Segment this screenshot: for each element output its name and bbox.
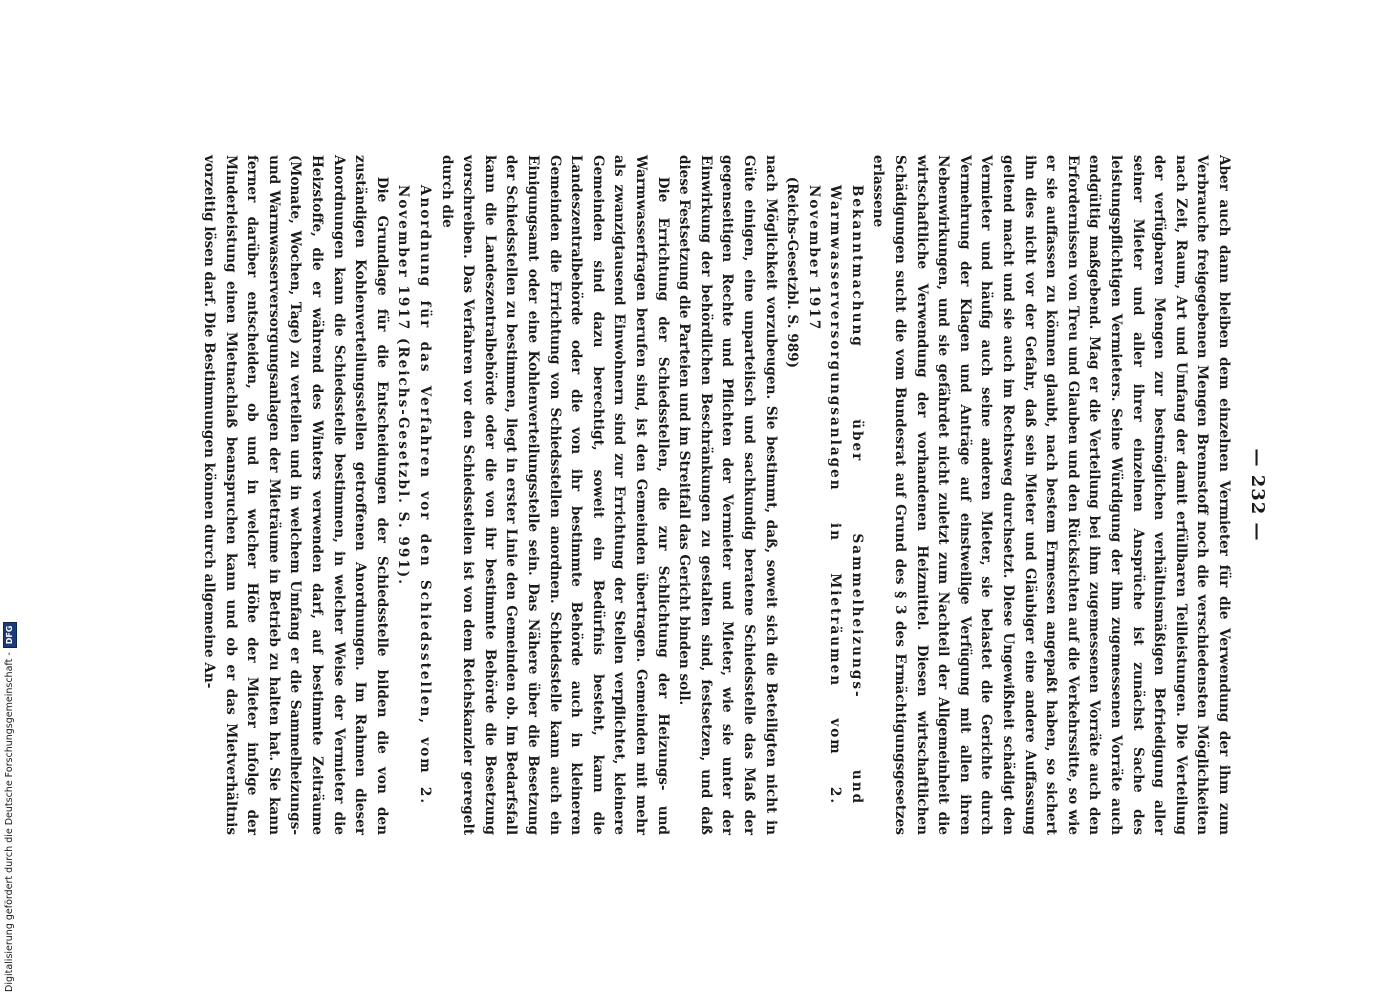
- digitization-credit: [3, 612, 17, 992]
- paragraph-3: Die Errichtung der Schiedsstellen, die zur Schlichtung der Heizungs- und Warmwasserfragen berufen sind, ist den Gemeinden übertragen. Gemeinden mit mehr als zwanzigtausend Einwohnern sind zur Errichtung der Stellen verpflichtet, kleinere Gemeinden sind dazu berechtigt, soweit ein Bedürfnis besteht, kann die Landeszentralbehörde oder die von ihr bestimmte Behörde auch in kleineren Gemeinden die Errichtung von Schiedsstellen anordnen. Schiedsstelle kann auch ein Einigungsamt oder eine Kohlenverteilungsstelle sein. Das Nähere über die Besetzung der Schiedsstellen zu bestimmen, liegt in erster Linie den Gemeinden ob. Im Bedarfsfall kann die Landeszentralbehörde oder die von ihr bestimmte Behörde die Besetzung vorschreiben. Das Verfahren vor den Schiedsstellen ist von dem Reichskanzler geregelt durch die: [438, 155, 671, 835]
- rotated-page: [138, 155, 1268, 835]
- section-title-ordinance: Anordnung für das Verfahren vor den Schiedsstellen, vom 2. November 1917 (Reichs-Gesetzbl. S. 991).: [395, 184, 434, 806]
- dfg-logo-icon: DFG: [3, 622, 17, 649]
- section-reference-1: (Reichs-Gesetzbl. S. 989): [784, 176, 801, 369]
- page-number: — 232 —: [1247, 448, 1268, 542]
- paragraph-4: Die Grundlage für die Entscheidungen der Schiedsstelle bilden die von den zuständigen Kohlenverteilungsstellen getroffenen Anordnungen. Im Rahmen dieser Anordnungen kann die Schiedsstelle bestimmen, in welcher Weise der Vermieter die Heizstoffe, die er während des Winters verwenden darf, auf bestimmte Zeiträume (Monate, Wochen, Tage) zu verteilen und in welchem Umfang er die Sammelheizungs- und Warmwasserversorgungsanlagen der Mieträume in Betrieb zu halten hat. Sie kann ferner darüber entscheiden, ob und in welcher Höhe der Mieter infolge der Minderleistung einen Mietnachlaß beanspruchen kann und ob er das Mietverhältnis vorzeitig lösen darf. Die Bestimmungen können durch allgemeine An-: [201, 155, 390, 835]
- credit-text: Digitalisierung gefördert durch die Deutsche Forschungsgemeinschaft -: [4, 652, 15, 992]
- section-title-announcement: Bekanntmachung über Sammelheizungs- und Warmwasserversorgungsanlagen in Mieträumen vom 2. November 1917: [805, 184, 865, 806]
- body-text: [198, 155, 1235, 835]
- paragraph-2: nach Möglichkeit vorzubeugen. Sie bestimmt, daß, soweit sich die Beteiligten nicht in Güte einigen, eine unparteiisch und sachkundig beratene Schiedsstelle das Maß der gegenseitigen Rechte und Pflichten der Vermieter und Mieter, wie sie unter der Einwirkung der behördlichen Beschränkungen zu gestalten sind, festsetzen, und daß diese Festsetzung die Parteien und im Streitfall das Gericht binden soll.: [676, 155, 779, 835]
- paragraph-1: Aber auch dann bleiben dem einzelnen Vermieter für die Verwendung der ihm zum Verbrauche freigegebenen Mengen Brennstoff noch die verschiedensten Möglichkeiten nach Zeit, Raum, Art und Umfang der damit erfüllbaren Teilleistungen. Die Verteilung der verfügbaren Mengen zur bestmöglichen verhältnismäßigen Befriedigung aller seiner Mieter und aller ihrer einzelnen Ansprüche ist zunächst Sache des leistungspflichtigen Vermieters. Seine Würdigung der ihm zugemessenen Vorräte auch endgültig maßgebend. Mag er die Verteilung bei ihm zugemessenen Vorräte auch den Erfordernissen von Treu und Glauben und den Rücksichten auf die Verkehrssitte, so wie er sie auffassen zu können glaubt, nach bestem Ermessen angepaßt haben, so sichert ihn dies nicht vor der Gefahr, daß sein Mieter und Gläubiger eine andere Auffassung geltend macht und sie auch im Rechtsweg durchsetzt. Diese Ungewißheit schädigt den Vermieter und häufig auch seine anderen Mieter, sie belastet die Gerichte durch Vermehrung der Klagen und Anträge auf einstweilige Verfügung mit allen ihren Nebenwirkungen, und sie gefährdet nicht zuletzt zum Nachteil der Allgemeinheit die wirtschaftliche Verwendung der vorhandenen Heizmittel. Diesen wirtschaftlichen Schädigungen sucht die vom Bundesrat auf Grund des § 3 des Ermächtigungsgesetzes erlassene: [870, 155, 1232, 835]
